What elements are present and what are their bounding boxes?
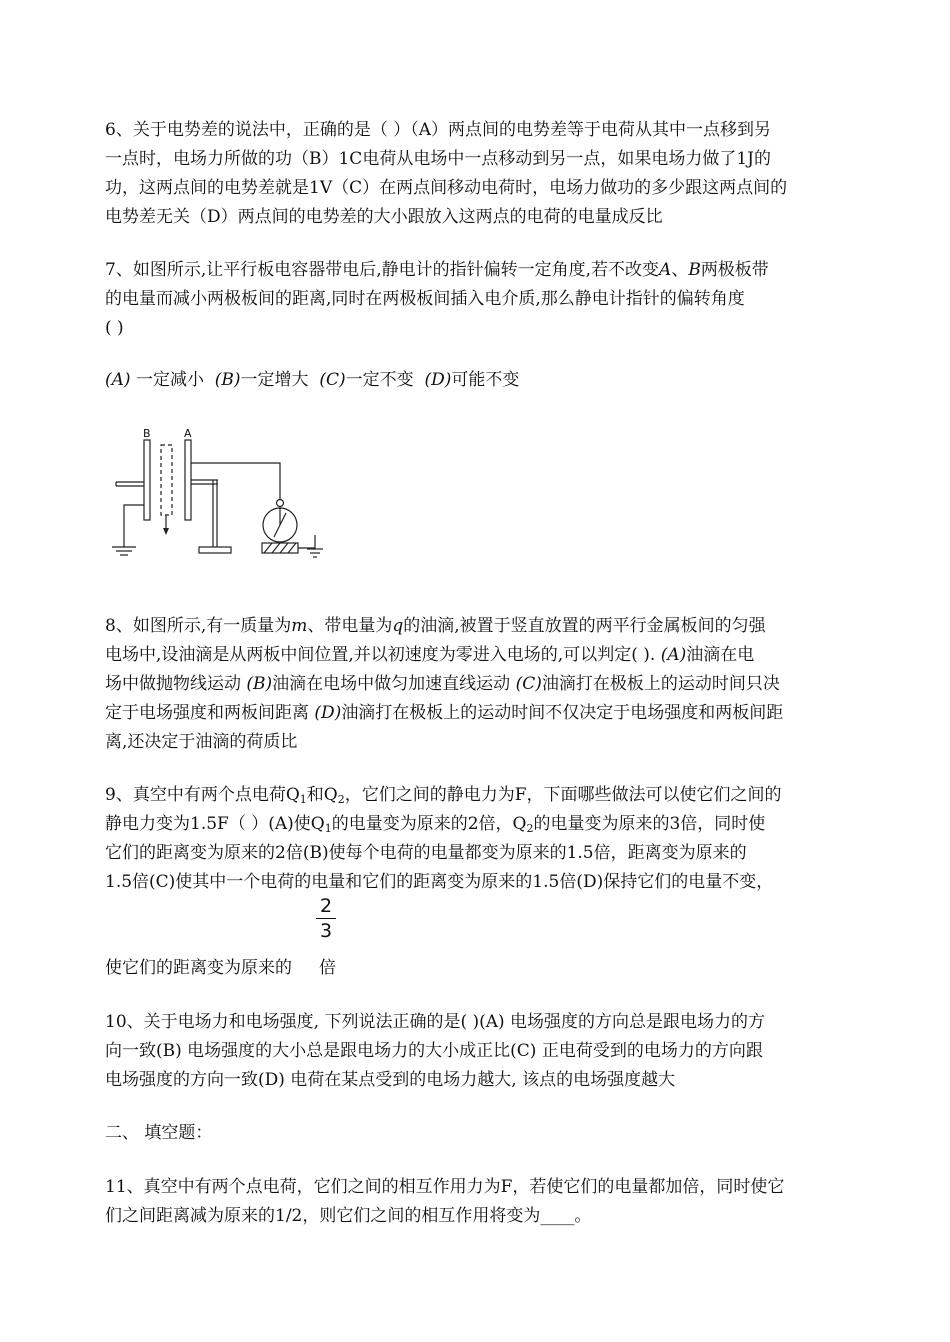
- stand-base: [199, 547, 231, 553]
- question-8-text: 油滴在电场中做匀加速直线运动: [272, 674, 516, 694]
- question-11-line: 们之间距离减为原来的1/2，则它们之间的相互作用将变为____。: [105, 1206, 592, 1226]
- question-7-line: ( ): [105, 318, 124, 338]
- subscript-2: 2: [337, 793, 345, 806]
- label-b: B: [143, 427, 151, 440]
- section-title: 二、 填空题：: [105, 1123, 213, 1143]
- question-8-text: 油滴在电: [686, 645, 755, 665]
- question-7-line: [105, 256, 865, 285]
- subscript-2: 2: [526, 822, 534, 835]
- question-8-line: [105, 699, 865, 728]
- question-10: [105, 1008, 865, 1095]
- question-7-options: [105, 366, 865, 395]
- question-9-line: 1.5倍(C)使其中一个电荷的电量和它们的距离变为原来的1.5倍(D)保持它们的电量不变，: [105, 872, 774, 892]
- fraction-denominator: 3: [319, 920, 333, 942]
- question-11: [105, 1173, 865, 1231]
- question-8-line: [105, 641, 865, 670]
- question-8-text: 定于电场强度和两板间距离: [105, 703, 315, 723]
- question-9-text: ，它们之间的静电力为F，下面哪些做法可以使它们之间的: [344, 785, 782, 805]
- question-9-line: [105, 954, 865, 983]
- question-7-text: 7、如图所示,让平行板电容器带电后,静电计的指针偏转一定角度,若不改变: [105, 260, 660, 280]
- ground-wire-b: [124, 505, 144, 547]
- question-9-text: 倍: [319, 958, 337, 978]
- question-7-options-line: [105, 366, 865, 395]
- option-d-text: 可能不变: [451, 370, 520, 390]
- fraction-bar: [316, 918, 336, 919]
- question-9-text: 静电力变为1.5F（ ）(A)使Q: [105, 814, 325, 834]
- question-8-line: [105, 670, 865, 699]
- option-c-text: 一定不变: [345, 370, 420, 390]
- subscript-1: 1: [299, 793, 307, 806]
- question-9-line: [105, 781, 865, 810]
- wire-to-electrometer: [191, 463, 280, 500]
- question-10-line: 向一致(B) 电场强度的大小总是跟电场力的大小成正比(C) 正电荷受到的电场力的方向跟: [105, 1041, 763, 1061]
- question-8: [105, 612, 865, 757]
- label-a: A: [184, 427, 192, 440]
- variable-m: m: [291, 616, 308, 636]
- question-11-line: 11、真空中有两个点电荷，它们之间的相互作用力为F，若使它们的电量都加倍，同时使它: [105, 1177, 785, 1197]
- question-9-line: 它们的距离变为原来的2倍(B)使每个电荷的电量都变为原来的1.5倍，距离变为原来的: [105, 843, 747, 863]
- question-9-tail: [105, 954, 865, 983]
- variable-a: A: [659, 260, 672, 280]
- option-b-text: 一定增大: [240, 370, 314, 390]
- plate-a: [185, 440, 191, 520]
- question-8-text: 油滴打在极板上的运动时间只决: [541, 674, 780, 694]
- variable-q: q: [392, 616, 404, 636]
- option-b-label: (B): [214, 370, 241, 390]
- question-6-line: 电势差无关（D）两点间的电势差的大小跟放入这两点的电荷的电量成反比: [105, 207, 663, 227]
- question-9-line: [105, 810, 865, 839]
- option-d-label: (D): [314, 703, 342, 723]
- question-6-line: 一点时，电场力所做的功（B）1C电荷从电场中一点移动到另一点，如果电场力做了1J的: [105, 149, 771, 169]
- question-8-line: [105, 612, 865, 641]
- question-6: [105, 116, 865, 232]
- option-a-text: 一定减小: [130, 370, 210, 390]
- electrometer-knob: [277, 500, 284, 507]
- question-9-text: 9、真空中有两个点电荷Q: [105, 785, 300, 805]
- question-9-text: 使它们的距离变为原来的: [105, 958, 292, 978]
- option-b-label: (B): [246, 674, 273, 694]
- question-8-text: 电场中,设油滴是从两板中间位置,并以初速度为零进入电场的,可以判定( ).: [105, 645, 661, 665]
- question-10-line: 电场强度的方向一致(D) 电荷在某点受到的电场力越大, 该点的电场强度越大: [105, 1070, 676, 1090]
- fraction-numerator: 2: [319, 895, 333, 917]
- question-6-line: 6、关于电势差的说法中，正确的是（ ）（A）两点间的电势差等于电荷从其中一点移到另: [105, 120, 771, 140]
- capacitor-electrometer-diagram: [100, 425, 340, 565]
- variable-b: B: [688, 260, 701, 280]
- separator: 、: [671, 260, 689, 280]
- question-7-line: 的电量而减小两极板间的距离,同时在两极板间插入电介质,那么静电计指针的偏转角度: [105, 289, 745, 309]
- plate-b: [144, 440, 150, 520]
- question-8-text: 、带电量为: [307, 616, 393, 636]
- question-9: [105, 781, 865, 897]
- option-a-label: (A): [105, 370, 131, 390]
- question-7-text: 两极板带: [700, 260, 769, 280]
- subscript-1: 1: [324, 822, 332, 835]
- option-c-label: (C): [319, 370, 346, 390]
- question-7: [105, 256, 865, 343]
- question-6-line: 功，这两点间的电势差就是1V（C）在两点间移动电荷时，电场力做功的多少跟这两点间的: [105, 178, 788, 198]
- question-9-text: 的电量变为原来的2倍，Q: [331, 814, 527, 834]
- option-d-label: (D): [424, 370, 452, 390]
- question-8-text: 的油滴,被置于竖直放置的两平行金属板间的匀强: [403, 616, 766, 636]
- question-9-text: 的电量变为原来的3倍，同时使: [533, 814, 766, 834]
- option-a-label: (A): [660, 645, 687, 665]
- fraction-two-thirds: [316, 895, 336, 942]
- question-8-text: 油滴打在极板上的运动时间不仅决定于电场强度和两板间距: [341, 703, 784, 723]
- section-2-heading: [105, 1119, 865, 1148]
- arrow-head: [163, 528, 169, 535]
- question-8-line: 离,还决定于油滴的荷质比: [105, 732, 298, 752]
- question-8-text: 8、如图所示,有一质量为: [105, 616, 292, 636]
- question-8-text: 场中做抛物线运动: [105, 674, 247, 694]
- option-c-label: (C): [515, 674, 542, 694]
- question-9-text: 和Q: [306, 785, 338, 805]
- question-10-line: 10、关于电场力和电场强度, 下列说法正确的是( )(A) 电场强度的方向总是跟电场力的方: [105, 1012, 766, 1032]
- dielectric-slab: [161, 445, 172, 515]
